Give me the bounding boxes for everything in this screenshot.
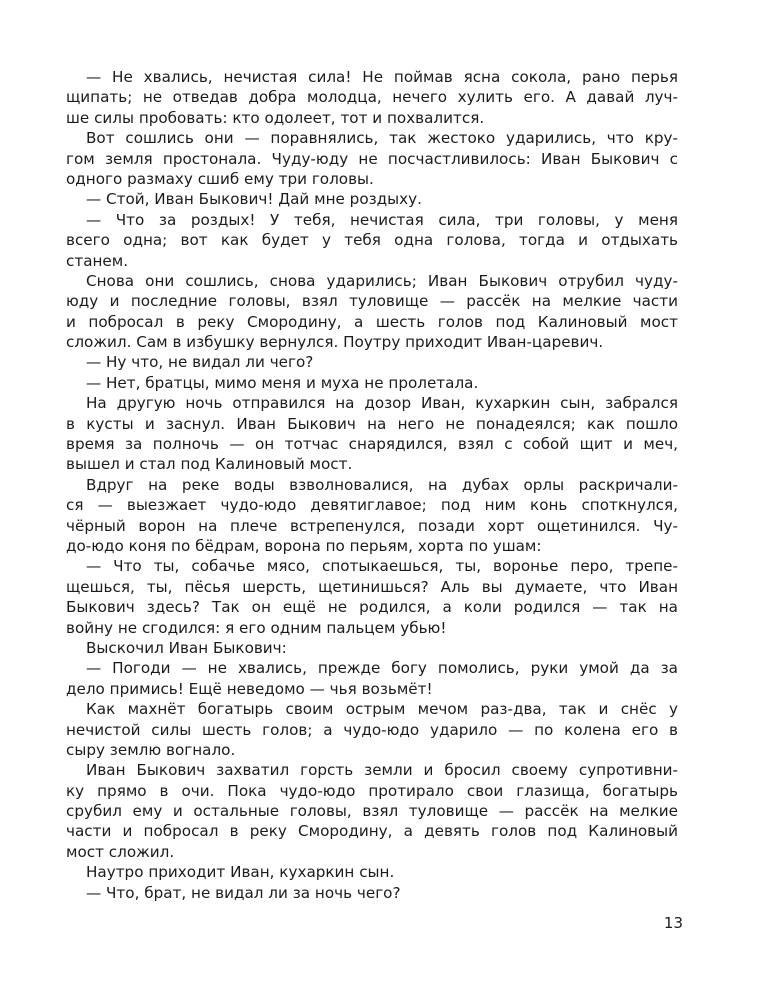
text-line: сыру землю вогнало. xyxy=(66,740,236,759)
text-line: всего одна; вот как будет у тебя одна голова, тогда и отдыхать xyxy=(66,231,678,250)
text-line: ся — выезжает чудо-юдо девятиглавое; под ним конь споткнулся, xyxy=(66,496,678,515)
text-line: Выскочил Иван Быкович: xyxy=(86,638,287,657)
text-line: — Погоди — не хвались, прежде богу помолись, руки умой да за xyxy=(86,659,678,678)
text-line: — Что ты, собачье мясо, спотыкаешься, ты, воронье перо, трепе- xyxy=(86,557,678,576)
text-line: ше силы пробовать: кто одолеет, тот и похвалится. xyxy=(66,108,485,127)
text-line: и побросал в реку Смородину, а шесть голов под Калиновый мост xyxy=(66,312,678,331)
text-line: щешься, ты, пёсья шерсть, щетинишься? Аль вы думаете, что Иван xyxy=(66,577,678,596)
text-line: — Не хвались, нечистая сила! Не поймав ясна сокола, рано перья xyxy=(86,68,678,86)
text-line: дело примись! Ещё неведомо — чья возьмёт! xyxy=(66,679,433,698)
text-line: сложил. Сам в избушку вернулся. Поутру приходит Иван-царевич. xyxy=(66,333,604,352)
text-line: Наутро приходит Иван, кухаркин сын. xyxy=(86,863,395,882)
text-line: время за полночь — он тотчас снарядился, взял с собой щит и меч, xyxy=(66,435,678,454)
text-line: Вдруг на реке воды взволновалися, на дубах орлы раскричали- xyxy=(86,475,678,494)
text-line: в кусты и заснул. Иван Быкович на него не понадеялся; как пошло xyxy=(66,414,678,433)
text-line: Снова они сошлись, снова ударились; Иван Быкович отрубил чуду- xyxy=(86,271,678,290)
text-line: одного размаху сшиб ему три головы. xyxy=(66,169,374,188)
text-line: до-юдо коня по бёдрам, ворона по перьям, хорта по ушам: xyxy=(66,536,542,555)
text-line: — Нет, братцы, мимо меня и муха не пролетала. xyxy=(86,373,479,392)
text-line: юду и последние головы, взял туловище — рассёк на мелкие части xyxy=(66,292,678,311)
text-line: щипать; не отведав добра молодца, нечего хулить его. А давай луч- xyxy=(66,88,678,107)
text-line: На другую ночь отправился на дозор Иван, кухаркин сын, забрался xyxy=(86,394,678,413)
text-line: вышел и стал под Калиновый мост. xyxy=(66,455,353,474)
text-line: гом земля простонала. Чуду-юду не посчастливилось: Иван Быкович с xyxy=(66,149,678,168)
text-line: войну не сгодился: я его одним пальцем убью! xyxy=(66,618,447,637)
text-line: — Что за роздых! У тебя, нечистая сила, три головы, у меня xyxy=(86,210,678,229)
text-line: Быкович здесь? Так он ещё не родился, а коли родился — так на xyxy=(66,598,678,617)
text-line: Как махнёт богатырь своим острым мечом раз-два, так и снёс у xyxy=(86,700,678,719)
text-line: — Ну что, не видал ли чего? xyxy=(86,353,314,372)
text-line: Иван Быкович захватил горсть земли и бросил своему супротивни- xyxy=(86,761,678,780)
text-line: части и побросал в реку Смородину, а девять голов под Калиновый xyxy=(66,822,678,841)
text-line: чёрный ворон на плече встрепенулся, позади хорт ощетинился. Чу- xyxy=(66,516,678,535)
text-line: мост сложил. xyxy=(66,842,175,861)
text-line: ку прямо в очи. Пока чудо-юдо протирало свои глазища, богатырь xyxy=(66,781,678,800)
text-line: срубил ему и остальные головы, взял туловище — рассёк на мелкие xyxy=(66,802,678,821)
page-body xyxy=(66,67,678,903)
text-line: нечистой силы шесть голов; а чудо-юдо ударило — по колена его в xyxy=(66,720,678,739)
text-line: — Что, брат, не видал ли за ночь чего? xyxy=(86,883,401,902)
text-line: станем. xyxy=(66,251,129,270)
text-line: — Стой, Иван Быкович! Дай мне роздыху. xyxy=(86,190,422,209)
text-line: Вот сошлись они — поравнялись, так жестоко ударились, что кру- xyxy=(86,129,678,148)
page-number: 13 xyxy=(663,914,683,932)
